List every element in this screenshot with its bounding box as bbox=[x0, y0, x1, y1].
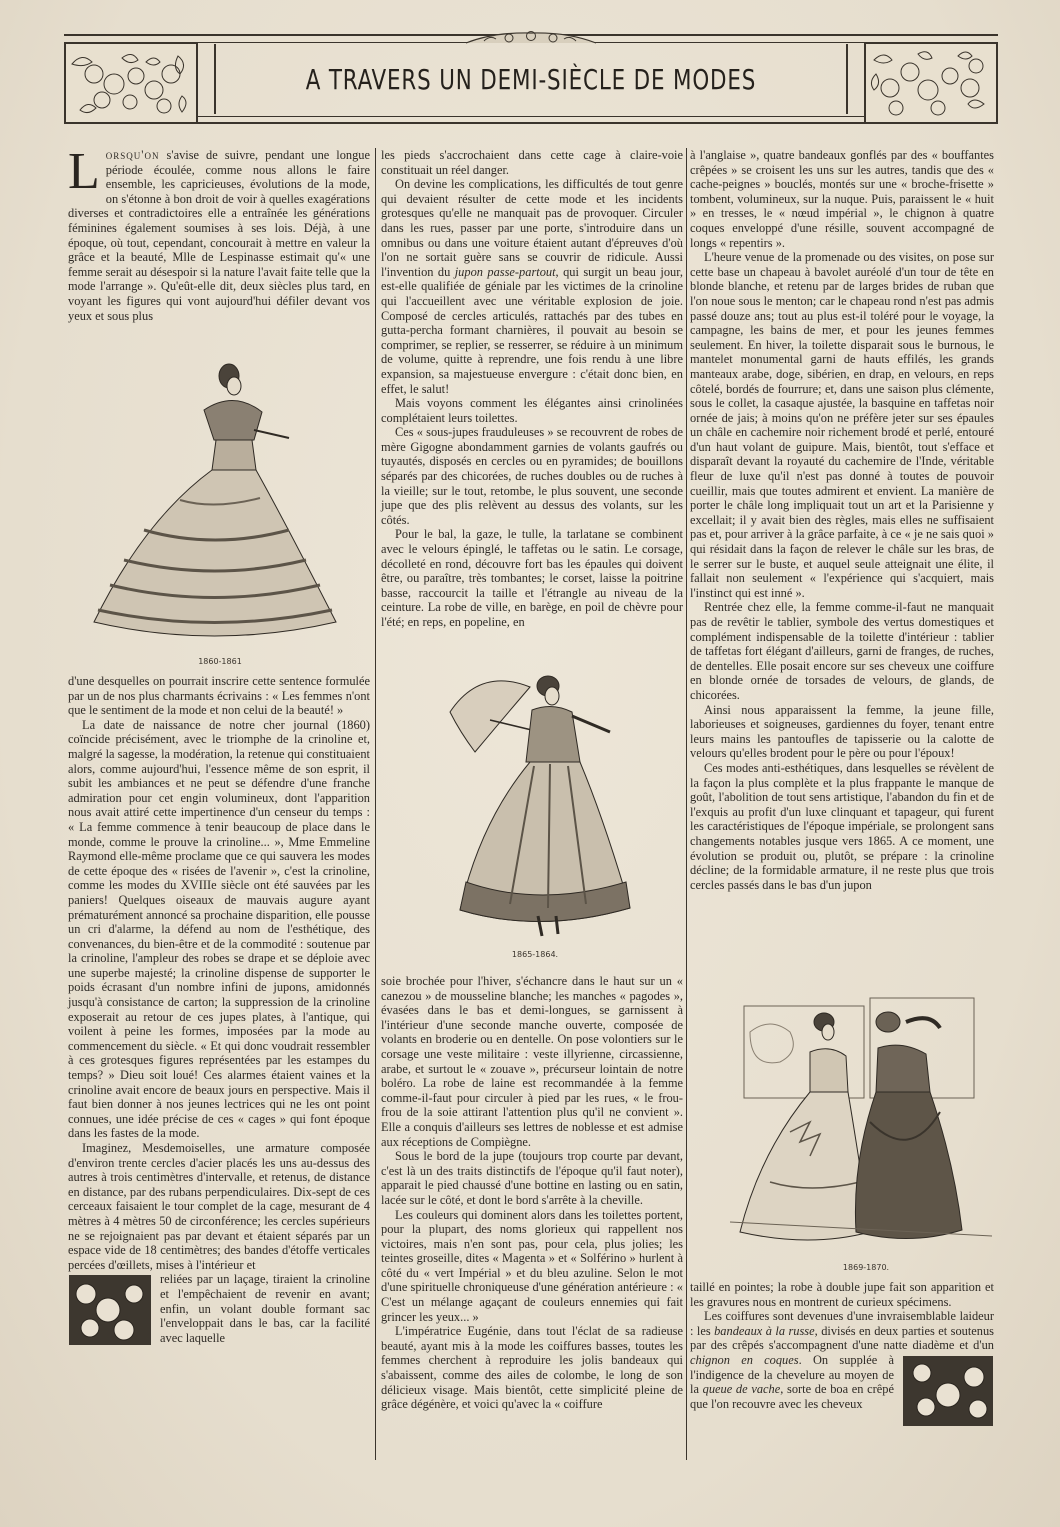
ornament-box-left bbox=[68, 1274, 152, 1346]
article-paragraph: Sous le bord de la jupe (toujours trop courte par devant, c'est là un des traits distinctifs de l'époque qu'il faut noter), apparait le pied chaussé d'une bottine en lasting ou en satin, lacée sur le côté, et dont le bord s'arrête à la cheville. bbox=[381, 1149, 683, 1207]
woman-with-parasol-illustration bbox=[430, 672, 640, 942]
article-paragraph: Ces modes anti-esthétiques, dans lesquelles se révèlent de la façon la plus complète et la plus frappante le manque de goût, l'abolition de tout sens artistique, l'abandon du fin et de l'exquis au profit d'un luxe clinquant et tapageur, qui furent les caractéristiques de l'époque impériale, se prolongent sans changements notables jusque vers 1865. A ce moment, une évolution se produit ou, plutôt, se prépare : la crinoline décline; de la formidable armature, il ne reste plus que trois cercles passés dans le bas d'un jupon bbox=[690, 760, 994, 892]
column-divider bbox=[686, 148, 687, 1460]
article-column-1-top bbox=[68, 143, 370, 324]
article-paragraph bbox=[381, 177, 683, 396]
article-column-2-top bbox=[381, 148, 683, 664]
page-title: A TRAVERS UN DEMI-SIÈCLE DE MODES bbox=[305, 62, 757, 96]
article-paragraph: d'une desquelles on pourrait inscrire cette sentence formulée par un de nos plus charmants écrivains : « Les femmes n'ont que le sentiment de la mode et non celui de la beauté! » bbox=[68, 674, 370, 718]
paragraph-text: s'avise de suivre, pendant une longue période écoulée, comme nous allons le faire ensemble, les capricieuses, évolutions de la mode, on s'étonne à bon droit de voir à quelles exagérations diverses et contradictoires elle a entraînée les générations féminines également soumises à ses lois. Déjà, à une époque, où tout, cependant, concourait à mettre en valeur la grâce et la beauté, Mlle de Lespinasse estimait qu'« une femme serait au désespoir si la nature l'avait faite telle que la mode l'arrange ». Qu'eût-elle dit, deux siècles plus tard, en voyant les figures qui vont aujourd'hui défiler devant vos yeux et sous plus bbox=[68, 148, 370, 323]
paragraph-text: , sorte de boa en crêpé que l'on recouvre avec les cheveux bbox=[690, 1382, 894, 1411]
fruit-foliage-ornament-icon bbox=[68, 1274, 152, 1346]
article-column-3-bottom bbox=[690, 1280, 994, 1427]
two-women-salon-illustration bbox=[730, 992, 992, 1254]
article-paragraph bbox=[68, 143, 370, 323]
fruit-foliage-ornament-icon bbox=[66, 44, 196, 122]
article-paragraph: Mais voyons comment les élégantes ainsi crinolinées complétaient leurs toilettes. bbox=[381, 396, 683, 425]
banner-left-ornament-panel bbox=[64, 42, 198, 124]
figure-caption: 1865-1864. bbox=[511, 950, 559, 959]
fruit-foliage-ornament-icon bbox=[866, 44, 996, 122]
fruit-foliage-ornament-icon bbox=[902, 1355, 994, 1427]
article-paragraph: L'impératrice Eugénie, dans tout l'éclat de sa radieuse beauté, ayant mis à la mode les coiffures basses, toutes les femmes cherchent à reproduire les jolis bandeaux qui s'abaissent, comme des ailes de colombe, le long de son délicieux visage. Mais bientôt, cette simplicité pleine de grâce dégénère, et voici qu'avec la « coiffure bbox=[381, 1324, 683, 1412]
article-paragraph: Les couleurs qui dominent alors dans les toilettes portent, pour la plupart, des noms glorieux qui rappellent nos victoires, mais n'en sont pas, pour cela, plus jolies; les teintes groseille, dites « Magenta » et « Solférino » hurlent à côté du « vert Impérial » et du bleu azuline. Selon le mot d'une spirituelle chroniqueuse d'une génération antérieure : « C'est un mélange agaçant de couleurs ennemies qui fait grincer les yeux... » bbox=[381, 1207, 683, 1324]
paragraph-text: . On supplée à l'indigence de la chevelure au moyen de la bbox=[690, 1352, 894, 1397]
banner-bottom-rail bbox=[64, 116, 998, 124]
ornament-box-right bbox=[902, 1355, 994, 1427]
article-paragraph: Imaginez, Mesdemoiselles, une armature composée d'environ trente cercles d'acier placés les uns au-dessus des autres à trois centimètres d'intervalle, et retenus, de distance en distance, par des rubans perpendiculaires. Dix-sept de ces cerceaux faisaient le tour complet de la cage, mesurant de 4 mètres à 4 mètres 50 de circonférence; les cercles supérieurs ne se rejoignaient pas par devant et étaient séparés par un espace vide de 18 centimètres; des bandes d'étoffe verticales percées d'œillets, mises à l'intérieur et bbox=[68, 1141, 370, 1272]
figure-caption: 1860-1861 bbox=[198, 657, 242, 666]
italic-term: bandeaux à la russe bbox=[714, 1323, 815, 1338]
lead-small-caps: orsqu'on bbox=[105, 148, 160, 162]
article-paragraph: L'heure venue de la promenade ou des visites, on pose sur cette base un chapeau à bavolet auréolé d'un tour de tête en blonde blanche, et retenu par de larges brides de ruban que l'on noue sous le menton; car le chapeau rond n'est pas admis passé douze ans; tout au plus est-il toléré pour le voyage, la campagne, les bains de mer, et pour les jeunes femmes seulement. En hiver, la toilette disparait sous le burnous, le mantelet monumental garni de hauts effilés, les grands manteaux arabe, doge, sibérien, en drap, en velours, en reps côtelé, bordés de fourrure; et, dans une saison plus clémente, sous le collet, la casaque ajustée, la basquine en taffetas noir ornée de jais; à moins qu'on ne préfère jeter sur ses épaules un châle en cachemire noir richement brodé et perlé, entouré d'un haut volant de guipure. Mais, bientôt, tout s'efface et disparaît devant la royauté du cachemire de l'Inde, véritable fleur de luxe qu'il n'est pas donné à toutes de pouvoir cueillir, mais que toutes admirent et envient. La manière de porter le châle long impliquait tout un art et la Parisienne y excellait; il y avait bien des règles, mais elles ne suffisaient pas et, pour arriver à la grâce parfaite, à ce « je ne sais quoi » qui résidait dans la façon de relever le châle sur les bras, de le serrer sur le buste, et auquel seule atteignait une élite, il fallait non seulement « l'expérience qui s'acquiert, mais l'instinct qui est inné ». bbox=[690, 250, 994, 600]
figure-caption: 1869-1870. bbox=[842, 1263, 890, 1272]
woman-crinoline-illustration bbox=[84, 360, 344, 642]
article-paragraph: Pour le bal, la gaze, le tulle, la tarlatane se combinent avec le velours épinglé, le taffetas ou le satin. Le corsage, décolleté en rond, découvre fort bas les épaules qui doivent être, ou paraître, très tombantes; le corset, laisse la poitrine basse, raccourcit la taille et l'étrangle au niveau de la ceinture. La robe de ville, en barège, en poil de chèvre pour l'été; en reps, en popeline, en bbox=[381, 527, 683, 629]
italic-term: queue de vache bbox=[702, 1382, 781, 1397]
article-paragraph: Ainsi nous apparaissent la femme, la jeune fille, laborieuses et soigneuses, gardiennes du foyer, tenant entre leurs mains les pantoufles de tapisserie ou la calotte de velours qu'elles brodent pour le père ou pour l'époux! bbox=[690, 702, 994, 761]
article-column-2-bottom bbox=[381, 974, 683, 1412]
drop-cap: L bbox=[68, 143, 100, 200]
article-paragraph bbox=[690, 1309, 994, 1411]
article-paragraph: taillé en pointes; la robe à double jupe fait son apparition et les gravures nous en montrent de curieux spécimens. bbox=[690, 1280, 994, 1309]
article-paragraph: Ces « sous-jupes frauduleuses » se recouvrent de robes de mère Gigogne abondamment garnies de volants gaufrés ou tuyautés, disposés en cercles ou en pyramides; de bouillons séparés par des chicorées, de ruches doubles ou de ruches à la vieille; sur le tout, retombe, le plus souvent, une seconde jupe que des plis relèvent au dessus des volants, sur les côtés. bbox=[381, 425, 683, 527]
banner-title-box bbox=[214, 44, 848, 114]
article-paragraph: La date de naissance de notre cher journal (1860) coïncide précisément, avec le triomphe de la crinoline et, malgré la sagesse, la modération, la retenue qui constituaient alors, comme aujourd'hui, l'essence même de son esprit, il subit les ambiances et ne peut se défendre d'une franche admiration pour cet engin volumineux, dont l'apparition nous avait attiré cette impertinence d'un censeur du temps : « La femme commence à tenir beaucoup de place dans le monde, comme le prouve la crinoline... », Mme Emmeline Raymond elle-même proclame que ce qui sauvera les modes de cette époque des « risées de l'avenir », c'est la crinoline, comme les modes du XVIIIe siècle ont été sauvées par les paniers! Quelques oiseaux de mauvais augure ayant prématurément annoncé sa prochaine disparition, elle pousse un cri d'alarme, la défend au nom de l'esthétique, des convenances, du bien-être et de la commodité : soutenue par la crinoline, l'ampleur des robes se drape et se déploie avec une superbe majesté; la crinoline dispense de supporter le poids écrasant d'un nombre infini de jupons, amidonnés jusqu'à consistance de carton; la suppression de la crinoline exposerait au retour de ces jupes plates, à l'antique, qui voilent à peine les formes, imposées par la mode au commencement du siècle. « Et qui donc voudrait ressembler à ces grotesques figures représentées par les estampes du temps? » Dieu soit loué! Ces alarmes étaient vaines et la crinoline avait encore de beaux jours en perspective. Mais il faut bien donner à nos jeunes lectrices qui ne les ont point connues, une idée précise de ces « cages » qui font époque dans les fastes de la mode. bbox=[68, 717, 370, 1141]
fashion-illustration-1860 bbox=[84, 360, 344, 642]
banner-right-ornament-panel bbox=[864, 42, 998, 124]
header-banner bbox=[64, 30, 998, 130]
banner-crest-ornament-icon bbox=[464, 30, 598, 44]
paragraph-text: On devine les complications, les difficultés de tout genre qui devaient résulter de cette mode et les incidents grotesques qu'elle ne manquait pas de provoquer. Circuler dans les rues, passer par une porte, s'introduire dans un omnibus ou dans une voiture étaient autant d'épreuves d'où l'on ne sortait guère sans se couvrir de ridicule. Aussi l'invention du bbox=[381, 177, 683, 279]
paragraph-text: , qui surgit un beau jour, est-elle qualifiée de géniale par les victimes de la crinoline qui l'accueillent avec une véritable explosion de joie. Composé de cercles articulés, rattachés par des tubes en gutta-percha formant charnières, il pouvait au besoin se comprimer, se replier, se resserrer, se réduire à un minimum de volume, quitte à reprendre, une fois rendu à une libre expansion, sa majestueuse envergure : c'était donc bien, en effet, le salut! bbox=[381, 264, 683, 396]
article-column-1-bottom bbox=[68, 674, 370, 1346]
article-paragraph: Rentrée chez elle, la femme comme-il-faut ne manquait pas de revêtir le tablier, symbole des vertus domestiques et complément indispensable de la toilette d'intérieur : tablier de taffetas fort élégant d'ailleurs, garni de franges, de ruches, de dentelles. Elle posait encore sur ses cheveux une coiffure en blonde ornée de torsades de velours, de glands, de chicorées. bbox=[690, 600, 994, 702]
article-column-3-top bbox=[690, 148, 994, 970]
article-paragraph: reliées par un laçage, tiraient la crinoline et l'empêchaient de revenir en avant; enfin, un volant double formant sac l'enveloppait dans le bas, car la facilité avec laquelle bbox=[160, 1272, 370, 1345]
article-paragraph: à l'anglaise », quatre bandeaux gonflés par des « bouffantes crêpées » se croisent les uns sur les autres, tandis que des « cache-peignes » bouclés, montés sur une « broche-frisette » tombent, volumineux, sur la nuque. Puis, paraissent le « huit » en tresses, le « nœud impérial », le chignon à quatre coques enveloppé d'une résille, souvent accompagné de longs « repentirs ». bbox=[690, 148, 994, 250]
fashion-illustration-1865 bbox=[430, 672, 640, 942]
paragraph-text: , divisés en deux parties et soutenus par des crêpés s'accompagnent d'une natte diadème et d'un bbox=[690, 1323, 994, 1353]
italic-term: jupon passe-partout bbox=[454, 264, 556, 279]
paragraph-text: Les coiffures sont devenues d'une invraisemblable laideur : les bbox=[690, 1309, 994, 1338]
fashion-illustration-1869 bbox=[730, 992, 992, 1254]
article-paragraph: soie brochée pour l'hiver, s'échancre dans le haut sur un « canezou » de mousseline blanche; les manches « pagodes », évasées dans le bas et demi-longues, se garnissent à l'intérieur d'une seconde manche ouverte, composée de volants en broderie ou en dentelle. On pose volontiers sur le corsage une veste militaire : veste illyrienne, circassienne, arabe, et surtout le « zouave », précurseur lointain de notre boléro. La robe de laine est recommandée à la femme comme-il-faut pour circuler à pied par les rues, « le frou-frou de la soie attirant l'attention plus qu'il ne convient ». Elle a conquis d'ailleurs ses lettres de noblesse et est admise aux réceptions de Compiègne. bbox=[381, 974, 683, 1149]
italic-term: chignon en coques bbox=[690, 1352, 799, 1367]
column-divider bbox=[375, 148, 376, 1460]
article-paragraph: les pieds s'accrochaient dans cette cage à claire-voie constituait un réel danger. bbox=[381, 148, 683, 177]
